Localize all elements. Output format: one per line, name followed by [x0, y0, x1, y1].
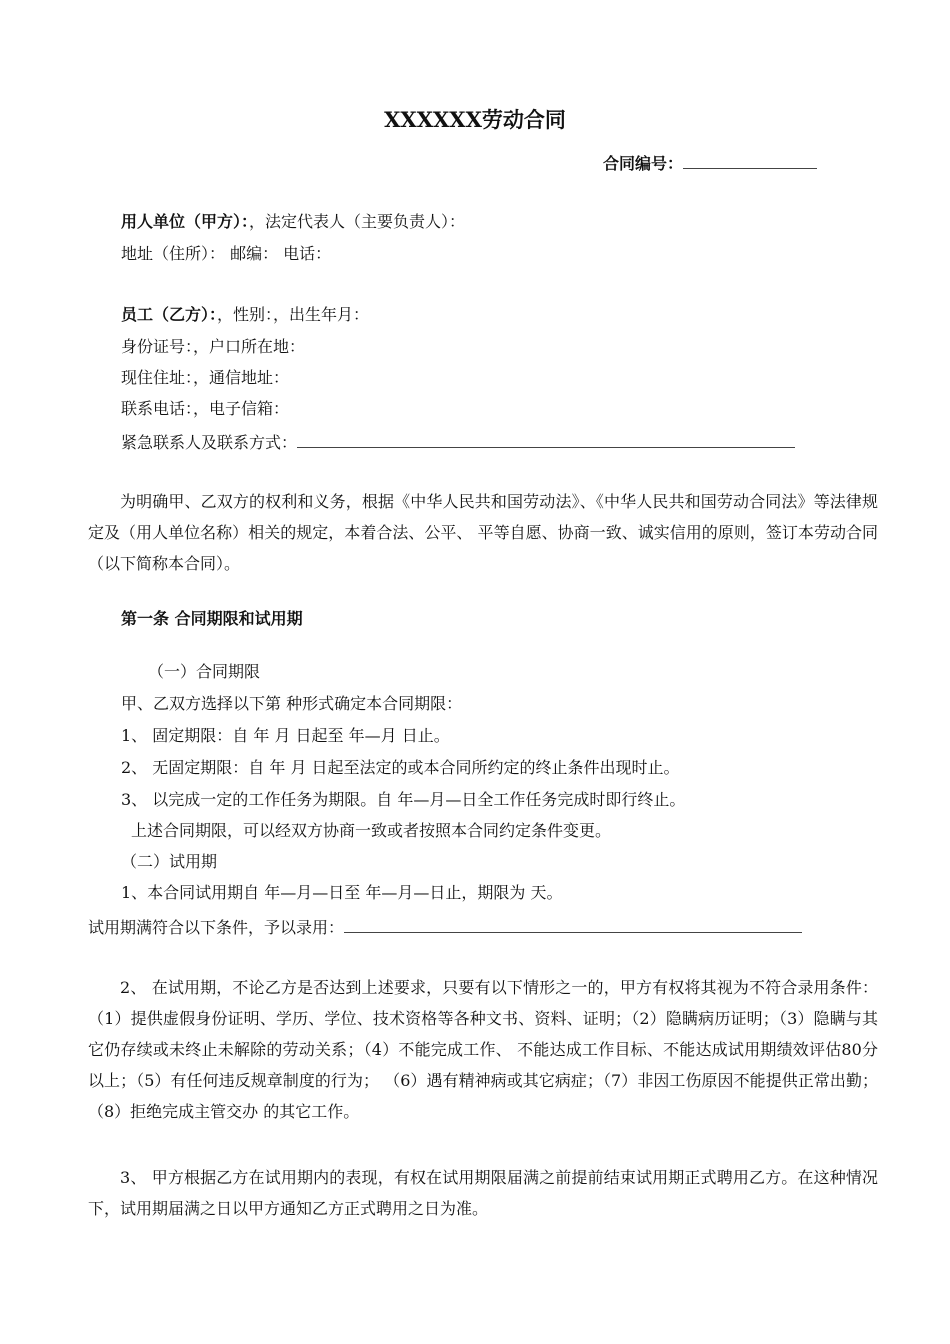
- party-b-line-1: [121, 305, 369, 325]
- contract-number: [603, 152, 817, 174]
- party-a-label: 用人单位（甲方）：: [121, 212, 250, 231]
- trial-conditions-blank: [344, 916, 802, 933]
- article-1-heading: 第一条 合同期限和试用期: [121, 609, 303, 628]
- emergency-contact-label: 紧急联系人及联系方式：: [121, 433, 298, 452]
- document-title: XXXXXX劳动合同: [384, 107, 566, 132]
- term-option-2: 2、 无固定期限：自 年 月 日起至法定的或本合同所约定的终止条件出现时止。: [121, 758, 680, 777]
- trial-clause-3: 3、 甲方根据乙方在试用期内的表现，有权在试用期限届满之前提前结束试用期正式聘用乙方。在这种情况下，试用期届满之日以甲方通知乙方正式聘用之日为准。: [88, 1168, 878, 1218]
- party-b-label: 员工（乙方）：: [121, 305, 218, 324]
- contract-number-blank: [683, 152, 817, 169]
- emergency-contact-blank: [297, 431, 795, 448]
- term-choose: 甲、乙双方选择以下第 种形式确定本合同期限：: [121, 694, 463, 713]
- party-a-address: 地址（住所）： 邮编： 电话：: [121, 244, 332, 263]
- trial-clause-2: 2、 在试用期，不论乙方是否达到上述要求，只要有以下情形之一的，甲方有权将其视为不符合录用条件：（1）提供虚假身份证明、学历、学位、技术资格等各种文书、资料、证明；（2）隐瞒病历证明；（3）隐瞒与其它仍存续或未终止未解除的劳动关系；（4）不能完成工作、 不能达成工作目标、不能达成试用期绩效评估80分以上；（5）有任何违反规章制度的行为； （6）遇有精神病或其它病症；（7）非因工伤原因不能提供正常出勤；（8）拒绝完成主管交办 的其它工作。: [88, 978, 878, 1121]
- trial-conditions: [88, 916, 802, 938]
- party-a-legal-rep: ，法定代表人（主要负责人）：: [249, 212, 466, 231]
- term-change-note: 上述合同期限，可以经双方协商一致或者按照本合同约定条件变更。: [131, 821, 612, 840]
- party-b-address: 现住住址：，通信地址：: [121, 368, 290, 387]
- term-subheading: （一）合同期限: [148, 662, 261, 681]
- party-b-id: 身份证号：，户口所在地：: [121, 337, 306, 356]
- term-option-1: 1、 固定期限：自 年 月 日起至 年—月 日止。: [121, 726, 450, 745]
- trial-conditions-label: 试用期满符合以下条件，予以录用：: [88, 918, 345, 937]
- contract-number-label: 合同编号：: [603, 154, 684, 173]
- party-b-contact: 联系电话：，电子信箱：: [121, 399, 290, 418]
- party-b-gender-birth: ，性别：，出生年月：: [217, 305, 370, 324]
- preamble-paragraph: 为明确甲、乙双方的权利和义务，根据《中华人民共和国劳动法》、《中华人民共和国劳动合同法》等法律规定及（用人单位名称）相关的规定，本着合法、公平、 平等自愿、协商一致、诚实信用的原则，签订本劳动合同（以下简称本合同）。: [88, 492, 878, 573]
- party-b-emergency: [121, 431, 795, 453]
- trial-period: 1、本合同试用期自 年—月—日至 年—月—日止，期限为 天。: [121, 883, 563, 902]
- trial-subheading: （二）试用期: [121, 852, 218, 871]
- term-option-3: 3、 以完成一定的工作任务为期限。自 年—月—日全工作任务完成时即行终止。: [121, 790, 686, 809]
- party-a-line-1: [121, 212, 465, 232]
